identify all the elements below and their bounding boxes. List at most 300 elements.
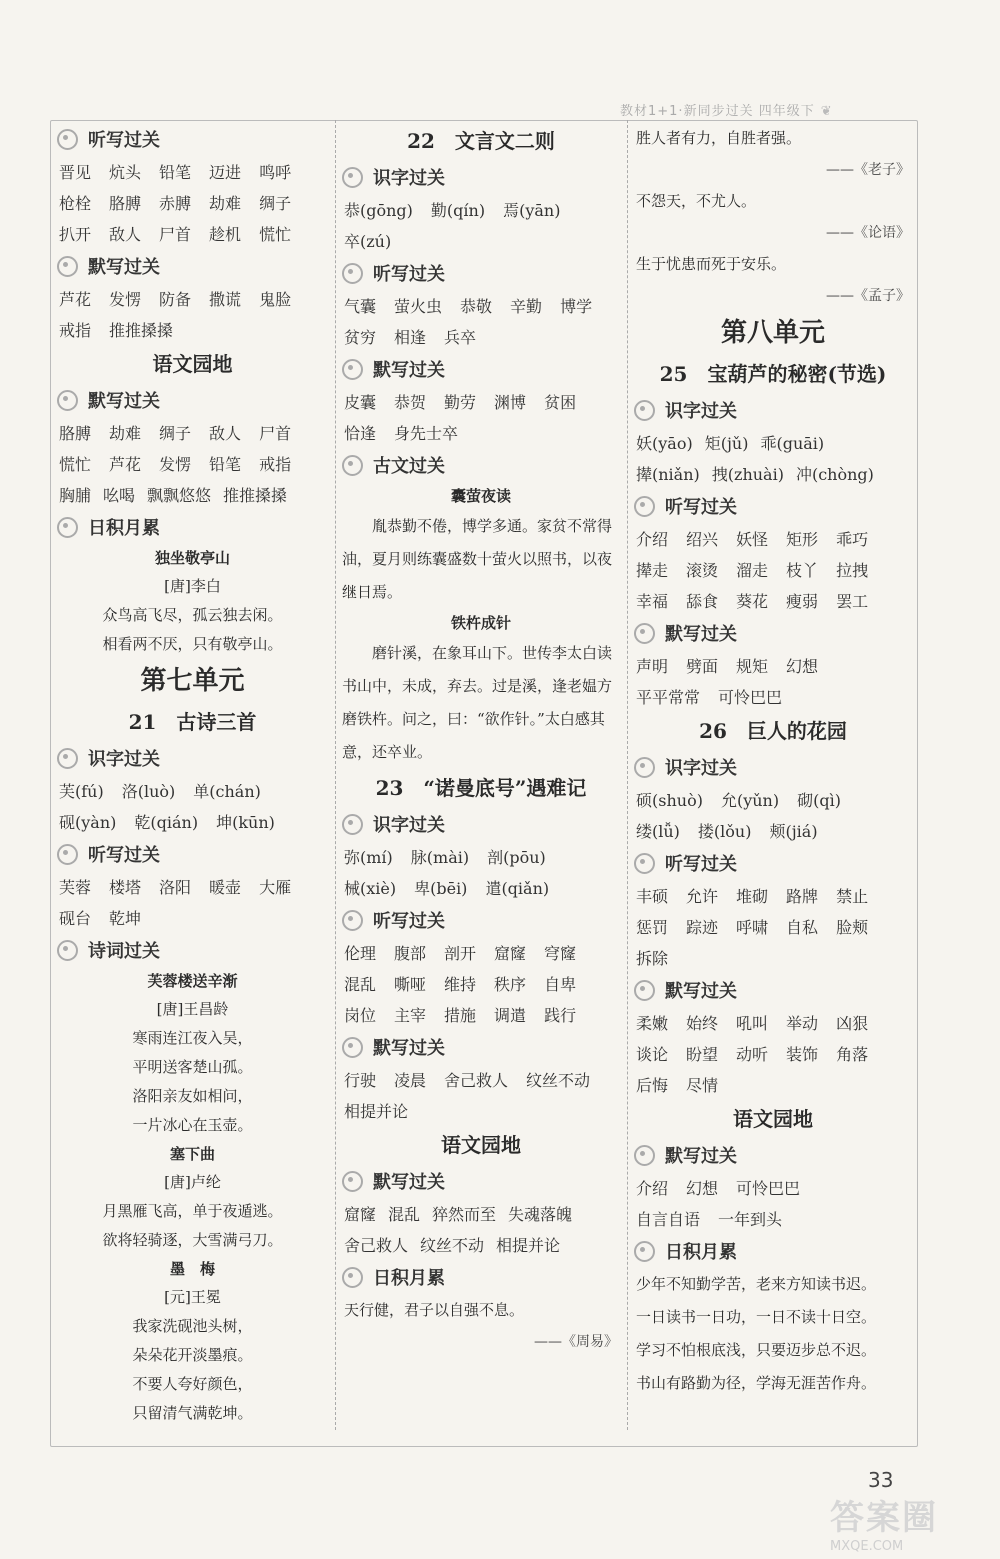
section-label: 听写过关 [665,854,737,875]
word: 劫难 [209,194,242,213]
section-label: 诗词过关 [88,941,160,962]
word: 撵(niǎn) [636,465,700,484]
word: 洛(luò) [121,782,176,801]
word: 践行 [544,1006,577,1025]
section-label: 默写过关 [665,981,737,1002]
word: 皮囊 [344,393,377,412]
word: 劫难 [109,424,142,443]
word: 矩(jǔ) [704,434,749,453]
word: 自卑 [544,975,577,994]
word: 动听 [736,1045,769,1064]
poem-line: 平明送客楚山孤。 [132,1058,253,1076]
section-heading [632,1234,914,1268]
word: 措施 [444,1006,477,1025]
word: 防备 [159,290,192,309]
poem-line: 不要人夸好颜色， [132,1375,253,1393]
word-row [632,880,914,911]
flower-icon [57,256,78,277]
word-row [55,479,330,510]
word: 一年到头 [718,1210,783,1229]
word-row [632,1007,914,1038]
word: 砌(qì) [797,791,841,810]
poem-line: 只留清气满乾坤。 [132,1404,253,1422]
word: 弥(mí) [344,848,393,867]
word: 调遣 [494,1006,527,1025]
word: 葵花 [736,592,769,611]
flower-icon [57,390,78,411]
word: 规矩 [736,657,769,676]
word: 飘飘悠悠 [147,486,212,505]
section-label: 默写过关 [373,360,445,381]
word-row [632,681,914,712]
flower-icon [342,263,363,284]
flower-icon [57,940,78,961]
word: 举动 [786,1014,819,1033]
section-heading [340,160,622,194]
word-row [340,872,622,903]
word: 相提并论 [496,1236,561,1255]
section-heading [55,249,330,283]
word: 腹部 [394,944,427,963]
flower-icon [342,910,363,931]
word: 敌人 [109,225,142,244]
word-row [632,427,914,458]
poem-line: 我家洗砚池头树， [132,1317,253,1335]
quote: 胜人者有力，自胜者强。 [636,129,802,147]
word: 伦理 [344,944,377,963]
word: 幻想 [786,657,819,676]
section-label: 识字过关 [373,815,445,836]
lesson-title: 23 “诺曼底号”遇难记 [375,776,587,800]
word: 遣(qiǎn) [485,879,550,898]
word: 路牌 [786,887,819,906]
lesson-title: 26 巨人的花园 [699,719,847,743]
word: 辛勤 [510,297,543,316]
word: 乖巧 [836,530,869,549]
section-label: 默写过关 [373,1172,445,1193]
word: 械(xiè) [344,879,397,898]
word: 芙蓉 [59,878,92,897]
watermark-main: 答案圈 [830,1498,938,1538]
word: 鬼脸 [259,290,292,309]
word-row [632,1172,914,1203]
word: 相提并论 [344,1102,409,1121]
word: 混乱 [344,975,377,994]
quote: 不怨天，不尤人。 [636,192,757,210]
word-row [632,523,914,554]
word: 妖(yāo) [636,434,693,453]
word: 主宰 [394,1006,427,1025]
word: 舍己救人 [344,1236,409,1255]
word: 尽情 [686,1076,719,1095]
section-label: 默写过关 [373,1038,445,1059]
poem-line: 洛阳亲友如相问， [132,1087,253,1105]
word: 吼叫 [736,1014,769,1033]
word: 撵走 [636,561,669,580]
flower-icon [634,1145,655,1166]
unit-title: 第八单元 [720,318,825,348]
section-label: 默写过关 [88,257,160,278]
quote-source: ——《老子》 [826,162,910,178]
section-heading [340,448,622,482]
word: 萤火虫 [394,297,443,316]
word: 丰硕 [636,887,669,906]
word-row [55,218,330,249]
word: 坤(kūn) [216,813,275,832]
word: 砚(yàn) [59,813,117,832]
column-3 [632,122,914,1400]
word: 柔嫩 [636,1014,669,1033]
word: 砚台 [59,909,92,928]
word: 呼啸 [736,918,769,937]
quote-source: ——《周易》 [534,1334,618,1350]
poem-line: 欲将轻骑逐，大雪满弓刀。 [102,1231,283,1249]
word: 敌人 [209,424,242,443]
word-row [55,283,330,314]
section-heading [340,1030,622,1064]
word: 气囊 [344,297,377,316]
word-row [55,902,330,933]
section-heading [632,846,914,880]
word: 穹窿 [544,944,577,963]
flower-icon [634,980,655,1001]
word-row [632,1069,914,1100]
word-row [632,784,914,815]
section-label: 听写过关 [88,845,160,866]
word-row [632,1203,914,1234]
poem-author: [唐]李白 [164,577,221,595]
word: 发愣 [109,290,142,309]
section-heading [55,383,330,417]
section-label: 默写过关 [665,1146,737,1167]
quote-source: ——《论语》 [826,225,910,241]
word: 堆砌 [736,887,769,906]
flower-icon [634,757,655,778]
flower-icon [57,844,78,865]
poem-author: [唐]王昌龄 [156,1000,229,1018]
word: 剖(pōu) [487,848,546,867]
poem-line: 相看两不厌，只有敬亭山。 [102,635,283,653]
word: 惩罚 [636,918,669,937]
word: 矩形 [786,530,819,549]
word: 妖怪 [736,530,769,549]
section-label: 听写过关 [373,911,445,932]
word: 溜走 [736,561,769,580]
word-row [55,187,330,218]
word: 罢工 [836,592,869,611]
column-divider [627,120,628,1430]
word: 窟窿 [494,944,527,963]
word: 身先士卒 [394,424,459,443]
section-heading [632,1138,914,1172]
word-row [340,321,622,352]
word-row [340,1198,622,1229]
section-label: 听写过关 [665,497,737,518]
classical-text: 磨针溪，在象耳山下。世传李太白读书山中，未成，弃去。过是溪，逢老媪方磨铁杵。问之，曰：“欲作针。”太白感其意，还卒业。 [342,644,613,761]
word: 窟窿 [344,1205,377,1224]
word: 自言自语 [636,1210,701,1229]
word-row [632,585,914,616]
poem-line: 月黑雁飞高，单于夜遁逃。 [102,1202,283,1220]
poem-line: 朵朵花开淡墨痕。 [132,1346,253,1364]
flower-icon [57,129,78,150]
poem-title: 塞下曲 [169,1145,215,1163]
word: 戒指 [259,455,292,474]
flower-icon [634,1241,655,1262]
word-row [340,290,622,321]
word: 行驶 [344,1071,377,1090]
word: 脸颊 [836,918,869,937]
word-row [55,314,330,345]
word: 渊博 [494,393,527,412]
word-row [632,650,914,681]
word: 撒谎 [209,290,242,309]
flower-icon [342,455,363,476]
section-label: 日积月累 [665,1242,737,1263]
word: 推推搡搡 [109,321,174,340]
word-row [55,417,330,448]
word: 绍兴 [686,530,719,549]
lesson-title: 22 文言文二则 [407,129,555,153]
word: 趁机 [209,225,242,244]
word: 焉(yān) [503,201,561,220]
flower-icon [342,814,363,835]
word-row [340,1064,622,1095]
word: 勤劳 [444,393,477,412]
section-label: 识字过关 [665,758,737,779]
flower-icon [342,359,363,380]
word: 嘶哑 [394,975,427,994]
word: 晋见 [59,163,92,182]
word: 猝然而至 [432,1205,497,1224]
word: 贫穷 [344,328,377,347]
word: 舍己救人 [444,1071,509,1090]
word-row [632,942,914,973]
word: 铅笔 [209,455,242,474]
quote: 生于忧患而死于安乐。 [636,255,787,273]
verse-line: 少年不知勤学苦，老来方知读书迟。 [636,1275,877,1293]
word: 楼塔 [109,878,142,897]
flower-icon [634,623,655,644]
word-row [340,225,622,256]
column-divider [335,120,336,1430]
word: 可怜巴巴 [736,1179,801,1198]
word: 声明 [636,657,669,676]
word-row [632,458,914,489]
word: 装饰 [786,1045,819,1064]
section-label: 默写过关 [88,391,160,412]
section-heading [340,903,622,937]
word-row [340,968,622,999]
word: 芦花 [59,290,92,309]
word-row [340,1095,622,1126]
word-row [55,448,330,479]
section-heading [340,1260,622,1294]
word-row [55,156,330,187]
poem-line: 一片冰心在玉壶。 [132,1116,253,1134]
word: 后悔 [636,1076,669,1095]
word: 慌忙 [259,225,292,244]
verse-line: 一日读书一日功，一日不读十日空。 [636,1308,877,1326]
word: 缕(lǚ) [636,822,680,841]
word: 恭(gōng) [344,201,413,220]
unit-title: 第七单元 [140,666,245,696]
word: 幸福 [636,592,669,611]
word: 乾(qián) [134,813,199,832]
section-heading [340,256,622,290]
word: 凌晨 [394,1071,427,1090]
garden-title: 语文园地 [441,1133,521,1157]
section-heading [55,837,330,871]
word: 可怜巴巴 [718,688,783,707]
word: 兵卒 [444,328,477,347]
flower-icon [342,1267,363,1288]
word: 踪迹 [686,918,719,937]
word: 劈面 [686,657,719,676]
word: 凶狠 [836,1014,869,1033]
verse-line: 书山有路勤为径，学海无涯苦作舟。 [636,1374,877,1392]
section-label: 日积月累 [373,1268,445,1289]
word: 枪栓 [59,194,92,213]
lesson-title: 25 宝葫芦的秘密(节选) [659,362,887,386]
word: 混乱 [388,1205,421,1224]
section-heading [55,933,330,967]
page-number: 33 [868,1468,894,1492]
word-row [632,911,914,942]
word: 发愣 [159,455,192,474]
word: 大雁 [259,878,292,897]
word: 恭敬 [460,297,493,316]
section-heading [55,122,330,156]
word: 拽(zhuài) [711,465,784,484]
flower-icon [634,496,655,517]
word: 胳膊 [59,424,92,443]
quote-source: ——《孟子》 [826,288,910,304]
section-heading [632,750,914,784]
word: 铅笔 [159,163,192,182]
column-2 [340,122,622,1357]
classical-text: 胤恭勤不倦，博学多通。家贫不常得油，夏月则练囊盛数十萤火以照书，以夜继日焉。 [342,517,613,601]
section-heading [340,1164,622,1198]
section-label: 听写过关 [88,130,160,151]
word: 恭贺 [394,393,427,412]
word: 脉(mài) [410,848,470,867]
word: 绸子 [259,194,292,213]
word: 瘦弱 [786,592,819,611]
word: 尸首 [159,225,192,244]
leaf-icon: ❦ [820,104,833,119]
word: 迈进 [209,163,242,182]
header-text: 教材1+1·新同步过关 四年级下 [620,104,815,119]
word-row [340,386,622,417]
watermark [830,1490,995,1555]
word: 平平常常 [636,688,701,707]
word: 幻想 [686,1179,719,1198]
word-row [55,775,330,806]
word: 介绍 [636,1179,669,1198]
word: 相逢 [394,328,427,347]
word: 恰逢 [344,424,377,443]
word-row [340,937,622,968]
word: 暖壶 [209,878,242,897]
word-row [340,194,622,225]
lesson-title: 21 古诗三首 [128,710,257,734]
word: 滚烫 [686,561,719,580]
word: 乾坤 [109,909,142,928]
flower-icon [342,1037,363,1058]
section-label: 默写过关 [665,624,737,645]
section-label: 听写过关 [373,264,445,285]
section-label: 识字过关 [373,168,445,189]
word: 绸子 [159,424,192,443]
word: 纹丝不动 [526,1071,591,1090]
flower-icon [634,400,655,421]
word: 冲(chòng) [795,465,874,484]
word: 鸣呼 [259,163,292,182]
word: 拆除 [636,949,669,968]
word: 失魂落魄 [508,1205,573,1224]
word: 胳膊 [109,194,142,213]
word-row [55,806,330,837]
word-row [340,1229,622,1260]
section-label: 识字过关 [88,749,160,770]
word: 赤膊 [159,194,192,213]
word: 尸首 [259,424,292,443]
poem-author: [唐]卢纶 [164,1173,221,1191]
word: 盼望 [686,1045,719,1064]
poem-author: [元]王冕 [164,1288,221,1306]
word-row [340,999,622,1030]
poem-line: 寒雨连江夜入吴， [132,1029,253,1047]
word-row [340,841,622,872]
section-heading [632,973,914,1007]
word: 维持 [444,975,477,994]
word: 允许 [686,887,719,906]
garden-title: 语文园地 [152,352,233,376]
column-1 [55,122,330,1428]
word: 自私 [786,918,819,937]
word-row [340,417,622,448]
word: 吆喝 [103,486,136,505]
text-title: 铁杵成针 [450,614,511,632]
word: 纹丝不动 [420,1236,485,1255]
poem-line: 众鸟高飞尽，孤云独去闲。 [102,606,283,624]
word-row [55,871,330,902]
quote: 天行健，君子以自强不息。 [344,1301,525,1319]
poem-title: 墨 梅 [169,1260,215,1278]
text-title: 囊萤夜读 [450,487,511,505]
word: 搂(lǒu) [697,822,752,841]
flower-icon [634,853,655,874]
word: 拉拽 [836,561,869,580]
word: 戒指 [59,321,92,340]
word: 卑(bēi) [414,879,468,898]
poem-title: 芙蓉楼送辛渐 [147,972,238,990]
section-heading [55,510,330,544]
word: 卒(zú) [344,232,392,251]
section-heading [632,393,914,427]
garden-title: 语文园地 [733,1107,813,1131]
section-heading [340,807,622,841]
word: 谈论 [636,1045,669,1064]
word: 慌忙 [59,455,92,474]
flower-icon [342,167,363,188]
word: 始终 [686,1014,719,1033]
section-heading [55,741,330,775]
word-row [632,1038,914,1069]
watermark-url: MXQE.COM [830,1539,904,1554]
section-heading [632,616,914,650]
